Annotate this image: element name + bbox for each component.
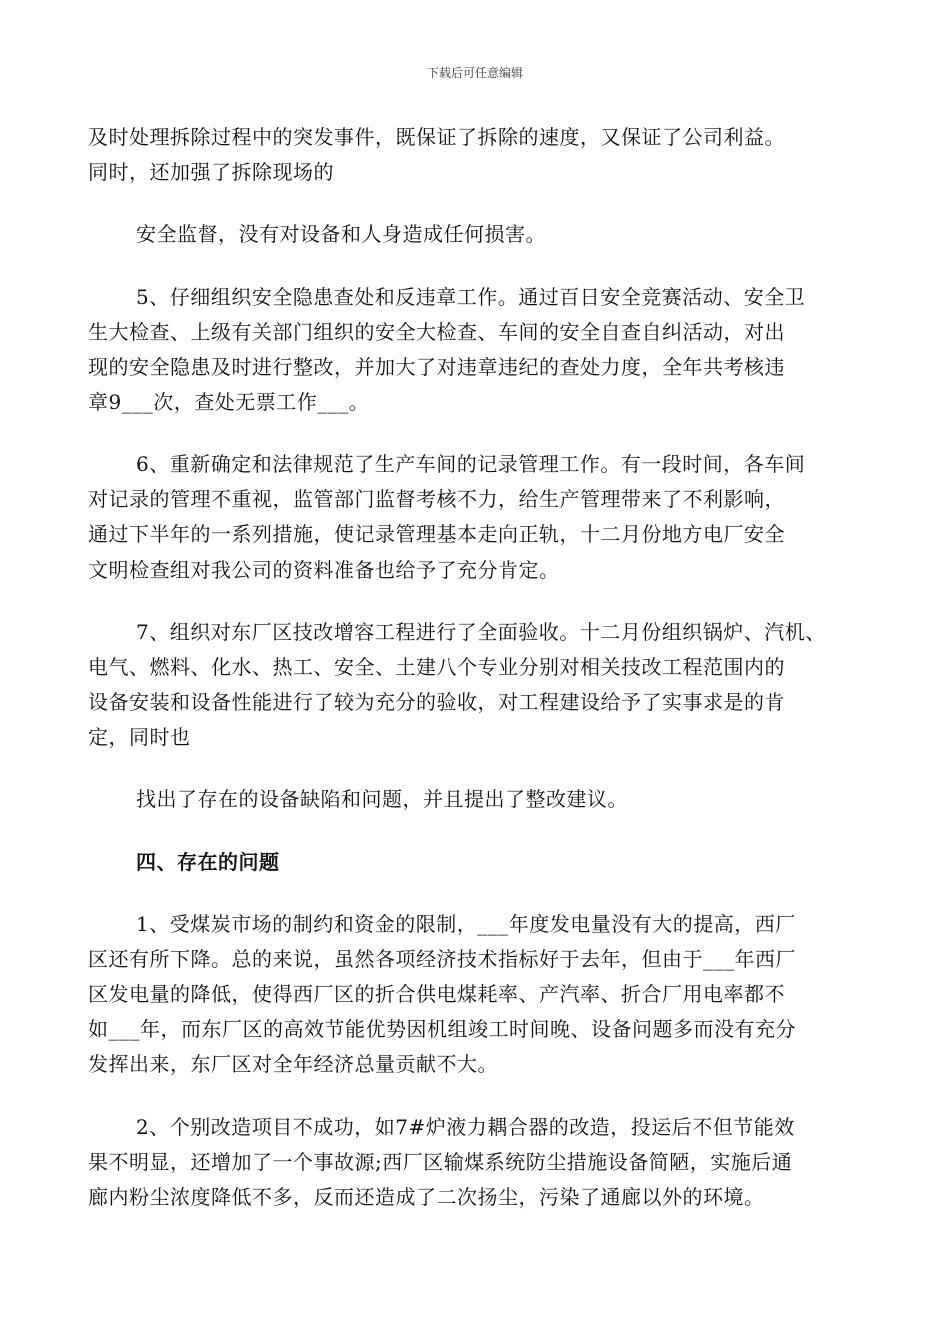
text-line: 及时处理拆除过程中的突发事件，既保证了拆除的速度，又保证了公司利益。: [88, 125, 785, 149]
text-line: 果不明显，还增加了一个事故源;西厂区输煤系统防尘措施设备简陋，实施后通: [88, 1150, 793, 1174]
text-line: 6、重新确定和法律规范了生产车间的记录管理工作。有一段时间，各车间: [136, 452, 806, 476]
text-line: 找出了存在的设备缺陷和问题，并且提出了整改建议。: [136, 787, 628, 811]
text-line: 区发电量的降低，使得西厂区的折合供电煤耗率、产汽率、折合厂用电率都不: [88, 982, 785, 1006]
text-line: 安全监督，没有对设备和人身造成任何损害。: [136, 222, 546, 246]
text-line: 章9___次，查处无票工作___。: [88, 390, 370, 414]
text-line: 设备安装和设备性能进行了较为充分的验收，对工程建设给予了实事求是的肯: [88, 690, 785, 714]
text-line: 区还有所下降。总的来说，虽然各项经济技术指标好于去年，但由于___年西厂: [88, 947, 796, 971]
text-line: 如___年，而东厂区的高效节能优势因机组竣工时间晚、设备问题多而没有充分: [88, 1017, 796, 1041]
text-line: 2、个别改造项目不成功，如7#炉液力耦合器的改造，投运后不但节能效: [136, 1115, 795, 1139]
text-line: 电气、燃料、化水、热工、安全、土建八个专业分别对相关技改工程范围内的: [88, 655, 785, 679]
text-line: 廊内粉尘浓度降低不多，反而还造成了二次扬尘，污染了通廊以外的环境。: [88, 1185, 765, 1209]
text-line: 发挥出来，东厂区对全年经济总量贡献不大。: [88, 1052, 498, 1076]
page-header: 下载后可任意编辑: [426, 66, 523, 80]
text-line: 5、仔细组织安全隐患查处和反违章工作。通过百日安全竞赛活动、安全卫: [136, 285, 806, 309]
text-line: 现的安全隐患及时进行整改，并加大了对违章违纪的查处力度，全年共考核违: [88, 355, 785, 379]
text-line: 通过下半年的一系列措施，使记录管理基本走向正轨，十二月份地方电厂安全: [88, 522, 785, 546]
text-line: 生大检查、上级有关部门组织的安全大检查、车间的安全自查自纠活动，对出: [88, 320, 785, 344]
text-line: 文明检查组对我公司的资料准备也给予了充分肯定。: [88, 558, 560, 582]
text-line: 7、组织对东厂区技改增容工程进行了全面验收。十二月份组织锅炉、汽机、: [136, 620, 826, 644]
text-line: 1、受煤炭市场的制约和资金的限制，___年度发电量没有大的提高，西厂: [136, 912, 796, 936]
text-line: 同时，还加强了拆除现场的: [88, 160, 334, 184]
section-heading: 四、存在的问题: [136, 850, 280, 874]
text-line: 定，同时也: [88, 725, 191, 749]
text-line: 对记录的管理不重视，监管部门监督考核不力，给生产管理带来了不利影响，: [88, 487, 785, 511]
